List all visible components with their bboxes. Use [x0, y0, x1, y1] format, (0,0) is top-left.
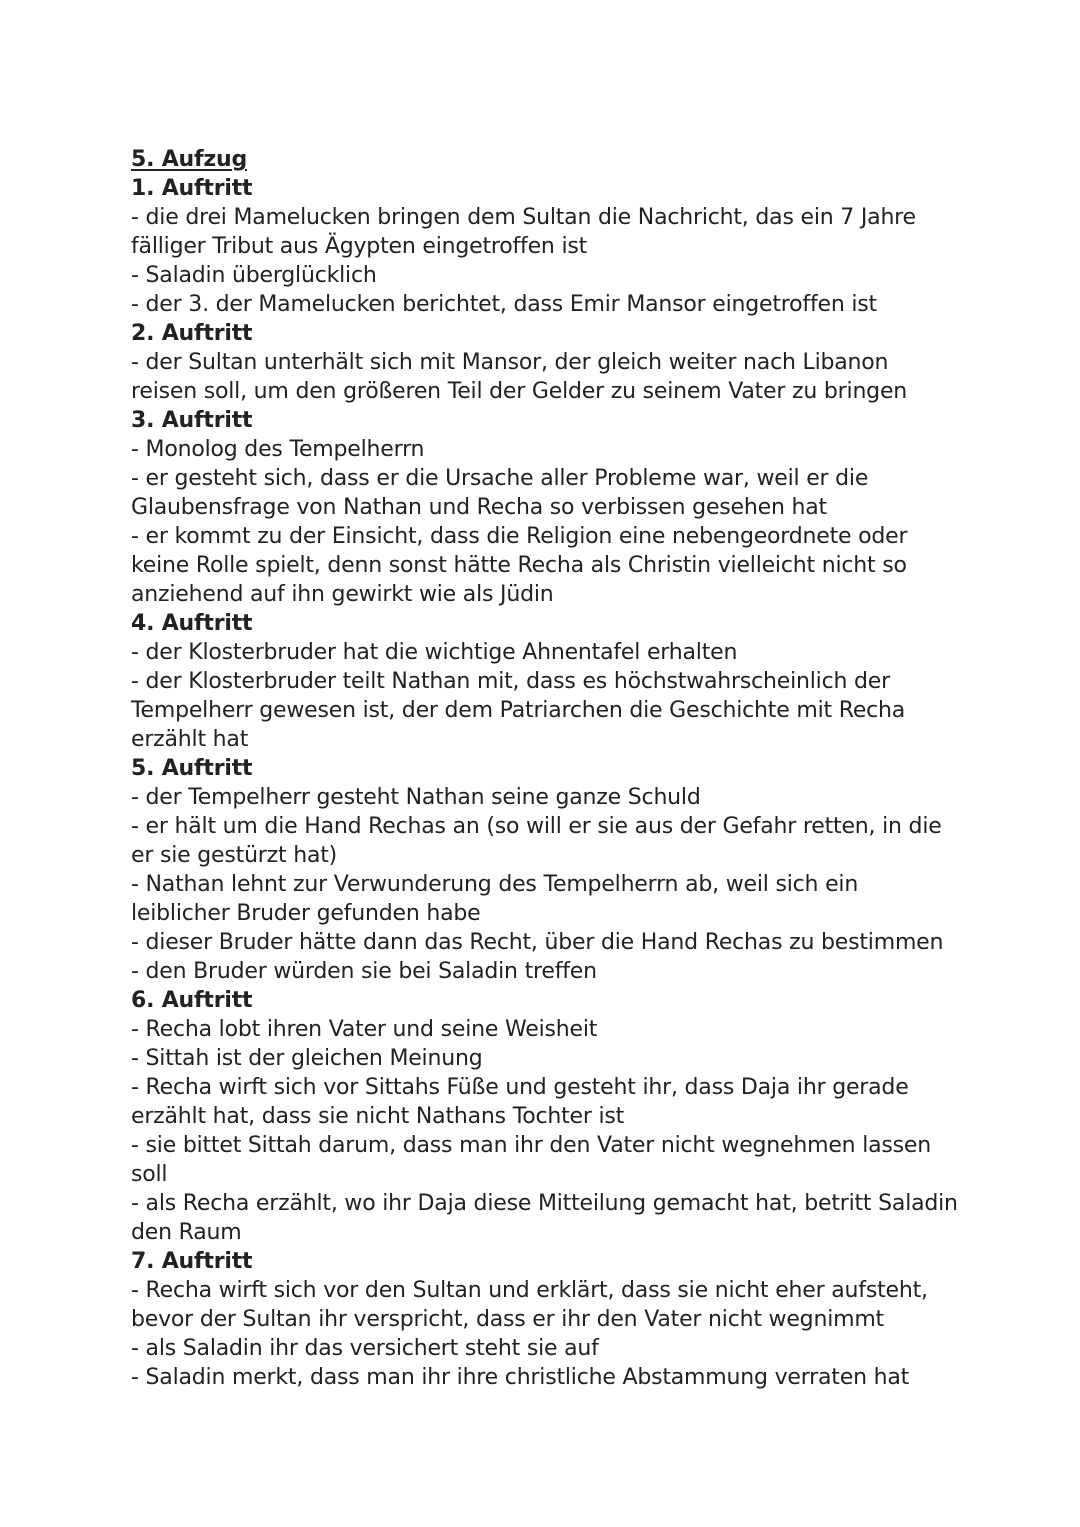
scene-bullet: - die drei Mamelucken bringen dem Sultan die Nachricht, das ein 7 Jahre fälliger Tribut aus Ägypten eingetroffen ist — [131, 205, 916, 259]
scene-section — [131, 319, 961, 406]
scene-bullet: - Saladin merkt, dass man ihr ihre christliche Abstammung verraten hat — [131, 1365, 910, 1390]
scene-bullet: - er hält um die Hand Rechas an (so will er sie aus der Gefahr retten, in die er sie gestürzt hat) — [131, 814, 942, 868]
scene-bullet: - als Saladin ihr das versichert steht sie auf — [131, 1336, 599, 1361]
scene-bullet: - den Bruder würden sie bei Saladin treffen — [131, 959, 597, 984]
scene-bullet: - der Tempelherr gesteht Nathan seine ganze Schuld — [131, 785, 701, 810]
scene-bullet: - der Klosterbruder hat die wichtige Ahnentafel erhalten — [131, 640, 738, 665]
scene-bullet: - der Sultan unterhält sich mit Mansor, der gleich weiter nach Libanon reisen soll, um den größeren Teil der Gelder zu seinem Vater zu bringen — [131, 350, 908, 404]
scene-bullet: - Nathan lehnt zur Verwunderung des Tempelherrn ab, weil sich ein leiblicher Bruder gefunden habe — [131, 872, 859, 926]
scene-heading: 5. Auftritt — [131, 756, 253, 781]
scene-bullet: - der 3. der Mamelucken berichtet, dass Emir Mansor eingetroffen ist — [131, 292, 877, 317]
scene-list — [131, 174, 961, 1392]
scene-bullet: - er gesteht sich, dass er die Ursache aller Probleme war, weil er die Glaubensfrage von Nathan und Recha so verbissen gesehen hat — [131, 466, 869, 520]
scene-bullet: - Recha lobt ihren Vater und seine Weisheit — [131, 1017, 598, 1042]
document-page — [131, 145, 961, 1392]
scene-heading: 4. Auftritt — [131, 611, 253, 636]
scene-section — [131, 986, 961, 1247]
scene-bullet: - Recha wirft sich vor Sittahs Füße und gesteht ihr, dass Daja ihr gerade erzählt hat, dass sie nicht Nathans Tochter ist — [131, 1075, 909, 1129]
scene-section — [131, 1247, 961, 1392]
scene-section — [131, 754, 961, 986]
scene-bullet: - als Recha erzählt, wo ihr Daja diese Mitteilung gemacht hat, betritt Saladin den Raum — [131, 1191, 958, 1245]
scene-heading: 6. Auftritt — [131, 988, 253, 1013]
scene-bullet: - Monolog des Tempelherrn — [131, 437, 425, 462]
scene-bullet: - Recha wirft sich vor den Sultan und erklärt, dass sie nicht eher aufsteht, bevor der Sultan ihr verspricht, dass er ihr den Vater nicht wegnimmt — [131, 1278, 928, 1332]
scene-bullet: - dieser Bruder hätte dann das Recht, über die Hand Rechas zu bestimmen — [131, 930, 944, 955]
scene-section — [131, 609, 961, 754]
scene-bullet: - sie bittet Sittah darum, dass man ihr den Vater nicht wegnehmen lassen soll — [131, 1133, 932, 1187]
scene-heading: 2. Auftritt — [131, 321, 253, 346]
scene-bullet: - er kommt zu der Einsicht, dass die Religion eine nebengeordnete oder keine Rolle spielt, denn sonst hätte Recha als Christin vielleicht nicht so anziehend auf ihn gewirkt wie als Jüdin — [131, 524, 908, 607]
scene-heading: 3. Auftritt — [131, 408, 253, 433]
scene-bullet: - Sittah ist der gleichen Meinung — [131, 1046, 483, 1071]
scene-section — [131, 174, 961, 319]
scene-heading: 1. Auftritt — [131, 176, 253, 201]
scene-bullet: - Saladin überglücklich — [131, 263, 377, 288]
scene-bullet: - der Klosterbruder teilt Nathan mit, dass es höchstwahrscheinlich der Tempelherr gewesen ist, der dem Patriarchen die Geschichte mit Recha erzählt hat — [131, 669, 906, 752]
document-title: 5. Aufzug — [131, 147, 247, 172]
scene-section — [131, 406, 961, 609]
scene-heading: 7. Auftritt — [131, 1249, 253, 1274]
